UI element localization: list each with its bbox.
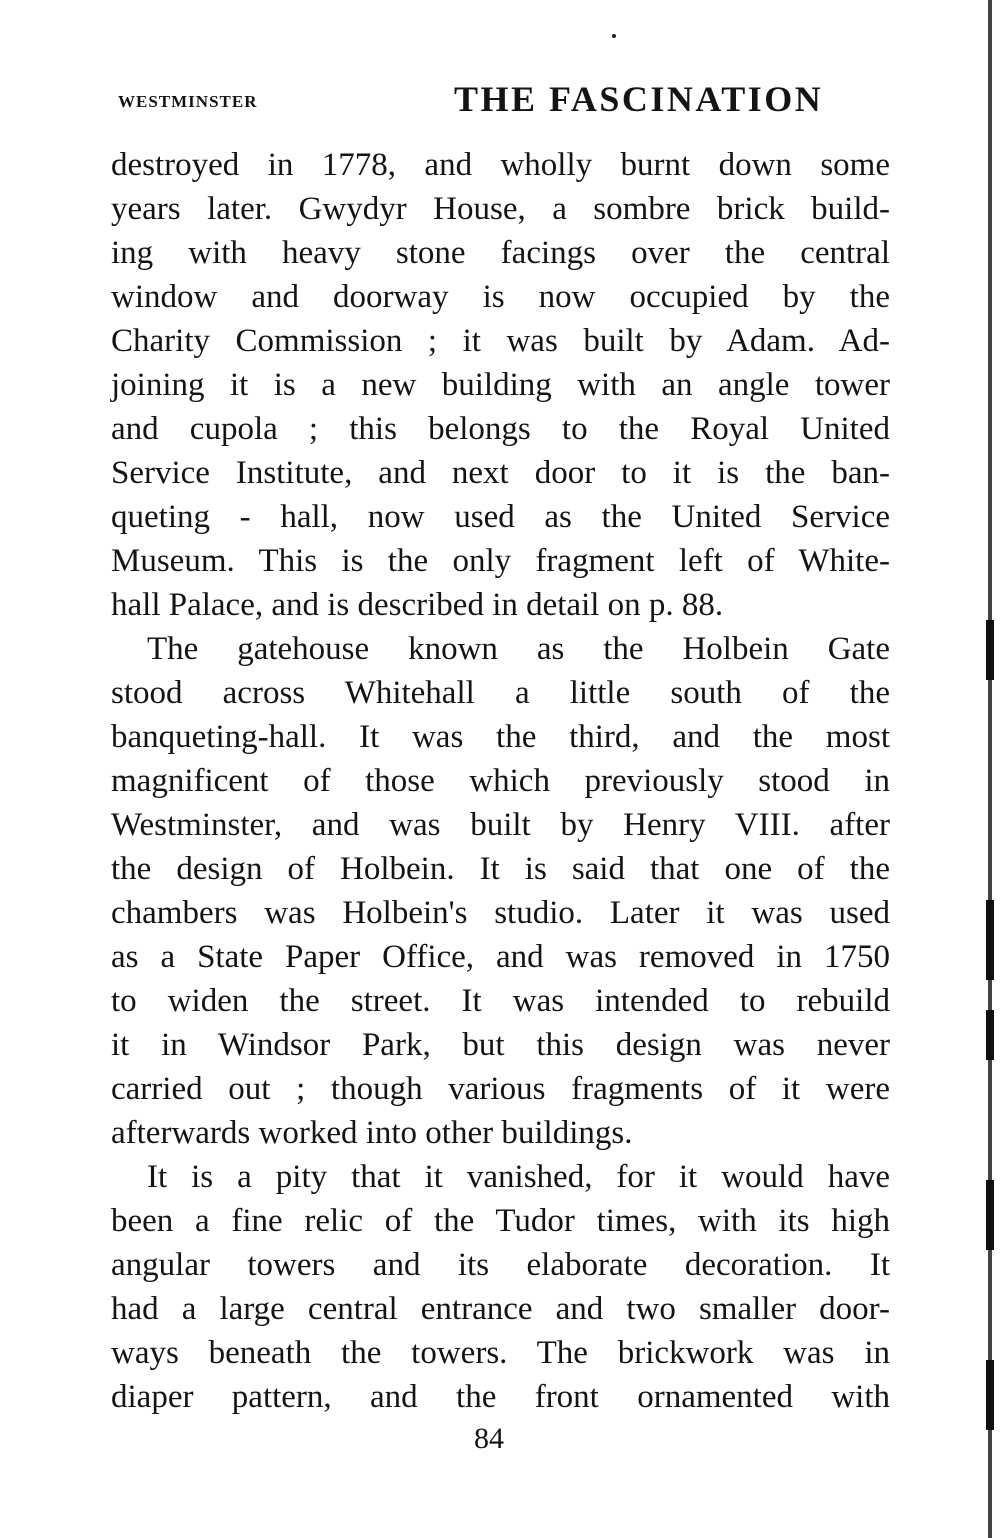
text-line: it in Windsor Park, but this design was never — [111, 1027, 890, 1063]
text-line: queting - hall, now used as the United Service — [111, 499, 890, 535]
text-line: window and doorway is now occupied by the — [111, 279, 890, 315]
text-line: magnificent of those which previously stood in — [111, 763, 890, 799]
text-line: joining it is a new building with an angle tower — [111, 367, 890, 403]
text-line: Westminster, and was built by Henry VIII. after — [111, 807, 890, 843]
running-head-title: THE FASCINATION — [454, 79, 824, 119]
print-speck — [612, 34, 616, 38]
text-line: been a fine relic of the Tudor times, with its high — [111, 1203, 890, 1239]
text-line: had a large central entrance and two smaller door- — [111, 1291, 890, 1327]
text-line: afterwards worked into other buildings. — [111, 1115, 633, 1151]
page-edge-mark — [986, 900, 994, 980]
text-line: and cupola ; this belongs to the Royal United — [111, 411, 890, 447]
text-line: chambers was Holbein's studio. Later it was used — [111, 895, 890, 931]
text-line: years later. Gwydyr House, a sombre brick build- — [111, 191, 890, 227]
text-line: destroyed in 1778, and wholly burnt down some — [111, 147, 890, 183]
text-line: Charity Commission ; it was built by Adam. Ad- — [111, 323, 890, 359]
page-edge-mark — [986, 620, 994, 680]
text-line: diaper pattern, and the front ornamented with — [111, 1379, 890, 1415]
paragraph-start-line: The gatehouse known as the Holbein Gate — [147, 631, 890, 667]
page-edge-mark — [986, 1180, 994, 1250]
text-line: Service Institute, and next door to it is the ban- — [111, 455, 890, 491]
text-line: the design of Holbein. It is said that one of the — [111, 851, 890, 887]
page-edge-rule — [988, 0, 992, 1538]
text-line: stood across Whitehall a little south of the — [111, 675, 890, 711]
running-head-section: WESTMINSTER — [118, 92, 258, 111]
running-head — [118, 78, 888, 126]
page-edge-mark — [986, 1010, 994, 1060]
text-line: ways beneath the towers. The brickwork was in — [111, 1335, 890, 1371]
text-line: to widen the street. It was intended to rebuild — [111, 983, 890, 1019]
body-text — [111, 143, 890, 1419]
text-line: ing with heavy stone facings over the central — [111, 235, 890, 271]
text-line: angular towers and its elaborate decoration. It — [111, 1247, 890, 1283]
paragraph-start-line: It is a pity that it vanished, for it would have — [147, 1159, 890, 1195]
text-line: hall Palace, and is described in detail on p. 88. — [111, 587, 724, 623]
text-line: carried out ; though various fragments of it were — [111, 1071, 890, 1107]
page-number: 84 — [474, 1422, 504, 1455]
text-line: banqueting-hall. It was the third, and the most — [111, 719, 890, 755]
page-edge-mark — [986, 1360, 994, 1430]
text-line: as a State Paper Office, and was removed in 1750 — [111, 939, 890, 975]
text-line: Museum. This is the only fragment left of White- — [111, 543, 890, 579]
